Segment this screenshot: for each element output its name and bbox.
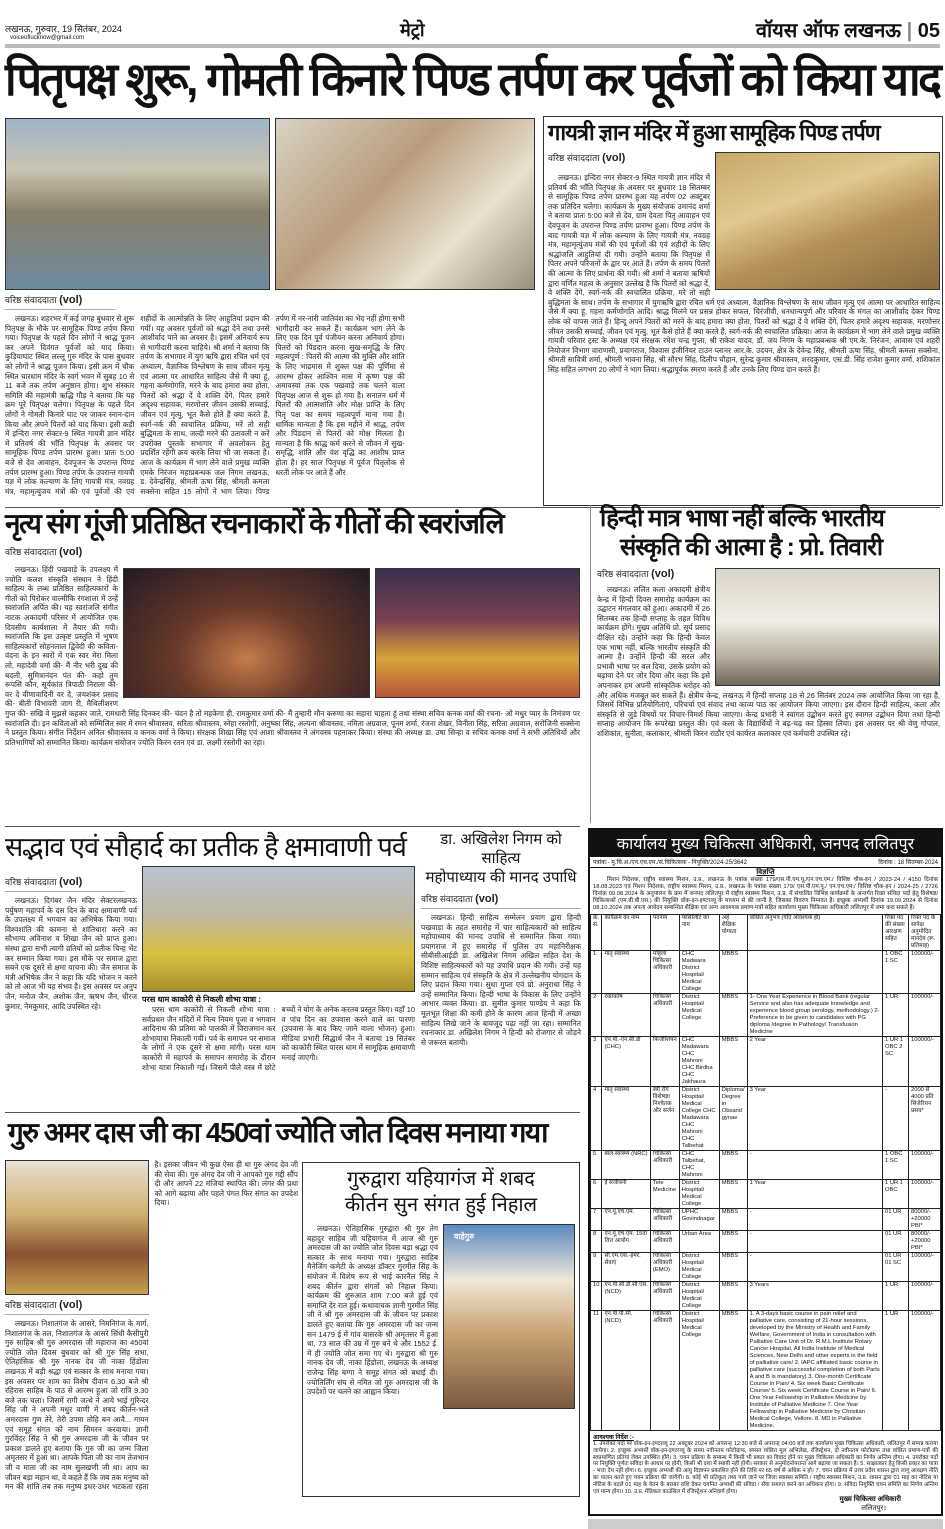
table-cell: एन.पी.-एन.सी.डी (CHC) [602, 1037, 650, 1087]
article-headline-line2: कीर्तन सुन संगत हुई निहाल [344, 1194, 538, 1216]
table-cell: Tele Medicine [650, 1180, 679, 1209]
article-headline-line2: महोपाध्याय की मानद उपाधि [425, 869, 577, 886]
dateline: लखनऊ, गुरुवार, 19 सितंबर, 2024 [5, 24, 122, 34]
photo-with-caption [142, 866, 415, 1072]
table-cell: CHC Madawara CHC Mahroni CHC Birdha CHC Jakhaura [679, 1037, 719, 1087]
table-cell: 01 UR [883, 1209, 909, 1231]
table-cell: District Hospital/ Medical College [679, 1311, 719, 1431]
article-body: लखनऊ। निशातगंज के आसरे, निमनिगंज के मार्ग, निशातगंज के तल, निशातगंज के आसरे सिंधी कैसीपुरी गुरु साहिब श्री गुरु अमरदास जी महाराज का 450वां ज्योति जोत दिवस बुधवार को श्री गुरु सिंह सभा, ऐतिहासिक श्री गुरु नानक देव जी नाका हिंडोला लखनऊ में बड़ी श्रद्धा एवं सत्कार के साथ मनाया गया। इस अवसर पर शाम का विशेष दीवान 6.30 बजे श्री रहिरास साहिब के पाठ से आरम्भ हुआ जो रात्रि 9.30 बजे तक चला। जिसमें रागी जत्थे ने आये भाई गुरिन्दर सिंह जी ने अपनी मधुर वाणी में शबद कीर्तन-भले अमरदास गुण तेरे, तेरी उपमा तोहि बन आवै... गायन एवं समूह संगत को नाम सिमरन करवाया। ज्ञानी गुरविंदर सिंह ने श्री गुरु अमरदास जी के जीवन पर प्रकाश डालते हुए बताया कि गुरु जी का जन्म जिला अमृतसर में हुआ था। आपके पिता जी का नाम तेजभान जी व माता जी का नाम सुलखणी जी था। आप का जीवन बड़ा महान था, वे कहते हैं कि जब तक मनुष्य को मन की शांति तब तक मनुष्य इधर-उधर भटकता रहता है। इसका जीवन भी कुछ ऐसा ही था गुरु अंगद देव जी की सेवा की। गुरु अंगद देव जी ने आपको गुरु गद्दी सौंप दी और आपने 22 मंजियां स्थापित की। लंगर की प्रथा को आगे बढ़ाया और पहले पंगत फिर संगत का उपदेश दिया। [5, 1160, 298, 1492]
photo-ghat-tarpan [5, 118, 270, 290]
photo-dance-stage [123, 568, 370, 698]
table-cell: 100000/- [909, 994, 941, 1037]
table-cell: MBBS [719, 951, 747, 994]
article-body: लखनऊ। हिन्दी साहित्य सम्मेलन प्रयाग द्वारा हिन्दी पखवाड़ा के तहत समारोह में चार साहित्यकारों को साहित्य महोपाध्याय की मानद उपाधि से सम्मानित किया गया। प्रयागराज में हुए समारोह में पुलिस उप महानिरीक्षक सीबीसीआईडी डा. अखिलेश निगम अखिल सहित देश के विशिष्ट साहित्यकारों को यह उपाधि प्रदान की गयी। उन्हें यह सम्मान साहित्य एवं संस्कृति के क्षेत्र में उल्लेखनीय योगदान के लिए प्रदान किया गया। सुधा गुप्ता एवं प्रो. अनुराधा सिंह ने उन्हें सम्मानित किया। हिन्दी भाषा के विकास के लिए उन्होंने आभार व्यक्त किया। डा. सुमीत कुमार पाण्डेय ने कहा कि मूलभूत शिक्षा की कमी होने के कारण आज हिन्दी में अच्छा साहित्य लिखे जाने के बावजूद पढ़ा नहीं जा रहा। सम्मानित रचनाकार डा. अखिलेश निगम ने हिन्दी को रोजगार से जोड़ने से जरूरत बतायी। [421, 913, 581, 1047]
article-box [302, 1162, 580, 1497]
notice-intro: मिशन निदेशक, राष्ट्रीय स्वास्थ्य मिशन, उ.प्र., लखनऊ के पत्रांक संख्या 179/एस.पी.एम.यू./एन.एच.एम./ विशिष्ट चौक-इन / 2023-24 / 4150 दिनांक 18.08.2023 एवं मिशन निदेशक, राष्ट्रीय स्वास्थ्य मिशन, उ.प्र., लखनऊ के पत्रांक संख्या 179/ एस.पी.एम.यू./ एन.एच.एम./ विशिष्ट चौक-इन / 2024-25 / 2726 दिनांक 09.08.2024 के अनुपालन के क्रम में जनपद ललितपुर में राष्ट्रीय स्वास्थ्य मिशन, उ.प्र. में संचालित विभिन्न कार्यक्रमों के अन्तर्गत रिक्त संविदा पदों हेतु विशेषज्ञ/चिकित्सकों (एम.बी.बी.एस.) की नियुक्ति वॉक-इन-इण्टरव्यू के माध्यम से की जानी है, जिसका विवरण निम्नवत है। इच्छुक अभ्यर्थी दिनांक 19.09.2024 से दिनांक 08.10.2024 तक अपना आवेदन सम्बन्धित शैक्षिक एवं अन्य आवश्यक प्रमाण-पत्रों सहित कार्यालय मुख्य चिकित्सा अधिकारी ललितपुर में जमा करा सकते हैं। [593, 877, 938, 911]
table-cell: MBBS [719, 1209, 747, 1231]
table-cell: चिकित्सा अधिकारी [650, 1282, 679, 1311]
table-cell: 1 UR 1 OBC [883, 1180, 909, 1209]
masthead-rule [5, 44, 940, 48]
table-cell: मातृ स्वास्थ्य [602, 951, 650, 994]
table-cell: 100000/- [909, 1151, 941, 1180]
table-header: रिक्त पद की संख्या आरक्षण सहित [883, 915, 909, 951]
table-row [591, 1311, 941, 1431]
table-cell: MBBS [719, 1231, 747, 1253]
table-cell: चिकित्सा अधिकारी [650, 1231, 679, 1253]
table-cell: 5 [591, 1151, 602, 1180]
photo-gurudwara [5, 1160, 149, 1295]
table-cell: 1 UR [883, 1282, 909, 1311]
article-body: लखनऊ। ऐतिहासिक गुरुद्वारा श्री गुरु तेग बहादुर साहिब जी यहियागंज में आज श्री गुरु अमरदास जी का ज्योति जोत दिवस बड़ा श्रद्धा एवं सत्कार के साथ मनाया गया। गुरुद्वारा साहिब मैनेजिंग कमेटी के अध्यक्ष डॉक्टर गुरमीत सिंह के संयोजन में विशेष रूप से भाई कारनैल सिंह ने शबद कीर्तन द्वारा संगतों को निहाल किया। कार्यक्रम की शुरुआत शाम 7:00 बजे हुई एवं समाप्ति देर रात हुई। कथावाचक ज्ञानी गुरमीत सिंह जी ने श्री गुरु अमरदास जी के जीवन पर प्रकाश डालते हुए बताया कि गुरु अमरदास जी का जन्म सन 1479 ई में गांव बासरके श्री अमृतसर में हुआ था, 73 साल की उम्र में गुरु बने थे और 1552 ई. में ही ज्योति जोत समा गए थे। गुरुद्वारा श्री गुरु नानक देव जी, नाका हिंडोला, लखनऊ के अध्यक्ष राजेन्द्र सिंह बग्गा ने समूह संगत को बधाई दी। ज्योतिर्लिंग संघ से नमित जो गुरु अमरदास जी के उपदेशों पर चलने का आह्वान किया। [307, 1224, 438, 1397]
table-cell: 1. A 3-days basic course in pain relief and palliative care, consisting of 21-hour sessions, developed by the Ministry of Health and Family Welfare, Government of India in consultation with Palliative Care Unit of Dr. R.M.L Institute Rotary Cancer Hospital, All India Institute of Medical Sciences, New Delhi and other experts in the field of palliative care/ 2. IAPC affiliated basic course in palliative care (successful completion of both Parts A and B is mandatory) 3. One-month Certificate Course in Pain/ 4. Six week Basic Certificate Course/ 5. Six week Certificate Course in Pain/ 6. One Year Fellowship in Palliative Medicine by Institute of Palliative Medicine 7. One Year Fellowship in Palliative Medicine by Christian Medical College, Vellore. 8. MD in Palliative Medicine. [747, 1311, 882, 1431]
divider [421, 908, 581, 909]
table-cell: बाल स्वास्थ्य (NRC) [602, 1151, 650, 1180]
section-name: मेट्रो [400, 20, 425, 40]
article-headline-line1: डा. अखिलेश निगम को साहित्य [440, 831, 562, 867]
table-cell: 100000/- [909, 1282, 941, 1311]
table-cell: स्त्री रोग विशेषज्ञ/ निश्चेतक और सर्जन [650, 1087, 679, 1151]
table-cell: MBBS [719, 1253, 747, 1282]
table-cell: 01 UR [883, 1231, 909, 1253]
paper-title: वॉयस ऑफ लखनऊ [755, 20, 902, 42]
table-cell: 11 [591, 1311, 602, 1431]
article-column [5, 546, 580, 820]
table-cell: 1 OBC 1 SC [883, 1151, 909, 1180]
table-cell: 100000/- [909, 1311, 941, 1431]
byline: वरिष्ठ संवाददाता (vol) [5, 546, 83, 558]
table-header: क्र. सं. [591, 915, 602, 951]
table-cell: रक्तकोष [602, 994, 650, 1037]
table-cell: 100000/- [909, 951, 941, 994]
table-cell: 6 [591, 1180, 602, 1209]
table-cell: District Hospital/ Medical College [679, 1282, 719, 1311]
article-body: लखनऊ। ललित कला अकादमी क्षेत्रीय केन्द्र में हिन्दी दिवस समारोह कार्यक्रम का उद्घाटन मंगलवार को हुआ। अकादमी में 26 सितम्बर तक हिन्दी सप्ताह के तहत विविध कार्यक्रम होंगे। मुख्य अतिथि प्रो. सूर्य प्रसाद दीक्षित रहे। उन्होंने कहा कि हिन्दी केवल एक भाषा नहीं, बल्कि भारतीय संस्कृति की आत्मा है। उन्होंने हिन्दी की सरल और प्रभावी भाषा पर बल दिया, उसके प्रयोग को बढ़ावा देने पर जोर दिया और कहा कि इसे अपनाकर हम अपनी सांस्कृतिक धरोहर को और अधिक मजबूत कर सकते हैं। क्षेत्रीय केन्द्र, लखनऊ में हिन्दी सप्ताह 18 से 26 सितंबर 2024 तक आयोजित किया जा रहा है, जिसमें विभिन्न प्रतियोगिताएं, परिचर्चा एवं संवाद तथा काव्य पाठ का आयोजन किया जाएगा। इस दौरान हिन्दी साहित्य, कला और संस्कृति से जुड़े विषयों पर विचार-विमर्श किया जाएगा। केन्द्र प्रभारी ने स्वागत उद्बोधन करते हुए स्वागत उद्बोधन दिया तथा हिन्दी सप्ताह आयोजन कि रूपरेखा प्रस्तुत की। एवं कला के विद्यार्थियों ने बढ़-चढ़ कर हिस्सा लिया। इस अवसर पर श्री वेणु गोपाल, शशिकांत, सुनीता, कलाकार, श्रीमती किरन राठौर एवं कार्यरत कलाकार एवं कर्मचारी उपस्थित रहे। [597, 585, 941, 738]
table-cell: 3 Years [747, 1282, 882, 1311]
table-header: वांछित अनुभव (यदि आवश्यक हो) [747, 915, 882, 951]
table-row [591, 1231, 941, 1253]
article-column [597, 568, 940, 824]
table-header: फैसिलिटि का नाम [679, 915, 719, 951]
table-row [591, 1180, 941, 1209]
table-cell: CHC Talbehat, CHC Mahroni [679, 1151, 719, 1180]
article-headline-line2: संस्कृति की आत्मा है : प्रो. तिवारी [620, 534, 883, 561]
table-cell: District Hospital/ Medical College CHC Madawara CHC Mahroni CHC Talbehat [679, 1087, 719, 1151]
article-column [548, 152, 940, 502]
photo-gayatri-mandir [715, 152, 940, 290]
caption-heading: परस धाम काकोरी से निकली शोभा यात्रा : [142, 995, 261, 1004]
article-column [421, 830, 581, 1110]
govt-notice [588, 828, 943, 1516]
table-cell: - [883, 1087, 909, 1151]
table-cell: 01 UR 01 SC [883, 1253, 909, 1282]
table-cell: 10 [591, 1282, 602, 1311]
table-cell: 3 Year [747, 1087, 882, 1151]
email: voiceoflucknow@gmail.com [10, 35, 85, 41]
table-header: कार्यक्रम का नाम [602, 915, 650, 951]
article-headline-line1: गुरुद्वारा यहियागंज में शबद [347, 1168, 535, 1190]
main-headline: पितृपक्ष शुरू, गोमती किनारे पिण्ड तर्पण कर पूर्वजों को किया याद [5, 53, 940, 105]
table-cell: एन.पी.पी.सी. (NCD) [602, 1311, 650, 1431]
section-rule [5, 1112, 580, 1113]
table-header: रिक्त पद के सापेक्ष अनुमोदित मानदेय (रू. प्रतिमाह) [909, 915, 941, 951]
table-cell: - [747, 1151, 882, 1180]
table-cell: MBBS [719, 1282, 747, 1311]
article-headline: नृत्य संग गूंजी प्रतिष्ठित रचनाकारों के गीतों की स्वरांजलि [5, 508, 504, 539]
photo-pind-tarpan [275, 118, 535, 290]
table-cell: 2000 से 4000 प्रति सिजेरियन प्रसव* [909, 1087, 941, 1151]
table-cell: 1 UR 1 OBC 2 SC [883, 1037, 909, 1087]
table-cell: सी.एम.एस.-इमर. सेवाएं [602, 1253, 650, 1282]
table-cell: एन.पी.सी.डी.सी.एस.(NCD) [602, 1282, 650, 1311]
table-cell: ई संजीवनी [602, 1180, 650, 1209]
terms-text: 1. उपरोक्त पदों पर वॉक-इन-इण्टरव्यू 22 अक्टूबर 2024 को अपरान्ह 12:30 बजे से अपरान्ह 04:00 बजे तक कार्यालय मुख्य चिकित्सा अधिकारी, ललितपुर में सम्पन्न कराया जायेगा। 2. इच्छुक अभ्यर्थी वॉक-इन-इण्टरव्यू के समय नवीनतम फोटोग्राफ, समस्त वांछित मूल अभिलेख, रजिस्ट्रेशन, दो नवीनतम फोटोग्राफ तथा वांछित प्रमाण-पत्रों की स्वप्रमाणित प्रतियां लेकर उपस्थित होंगे। 3. चयन प्रक्रिया के सम्बन्ध में किसी भी प्रकार का विवाद होने पर मुख्य चिकित्सा अधिकारी का निर्णय अन्तिम होगा। 4. उपरोक्त पदों पर नियुक्ति पूर्णतः संविदा के आधार पर होगी, किसी भी दशा में स्थायी नहीं होगी। सरकार से अनुमोदनोपरान्त आगे बढ़ाया जा सकता है। 5. साक्षात्कार हेतु किसी प्रकार का यात्रा - भत्ता देय नहीं होगा। 6. इच्छुक अभ्यर्थी की आयु विज्ञापन प्रकाशित होने की तिथि पर 65 वर्ष से अधिक न हो। 7. चयन प्रक्रिया में उत्तर प्रदेश शासन द्वारा लागू आरक्षण नीति का पालन करते हुए चयन प्रक्रिया की जायेगी। 8. कोई भी प्रतिकूल तथ्य पाये जाने पर जिला स्वास्थ्य समिति / राष्ट्रीय स्वास्थ्य मिशन, उ.प्र. शासन द्वारा 01 माह का नोटिस या नोटिस के बदले 01 माह के वेतन के बराबर राशि देकर चयनित अभ्यर्थी की संविदा / सेवा समाप्त करने का अधिकार होगा। 9. संविदा नियुक्ति चयन समिति का निर्णय अन्तिम एवं मान्य होगा। 10. उ.प्र. मेडिकल काउंसिल में रजिस्ट्रेशन अनिवार्य होगा। [593, 1441, 938, 1495]
table-cell: - [747, 1209, 882, 1231]
table-cell: 1 UR [883, 994, 909, 1037]
terms-heading: आवश्यक निर्देश :- [593, 1434, 634, 1441]
table-cell [747, 951, 882, 994]
notice-ref-row [590, 857, 941, 868]
table-cell: - [747, 1231, 882, 1253]
notice-footer-band [588, 1519, 943, 1529]
table-cell: Diploma/ Degree in Obsand gynae [719, 1087, 747, 1151]
table-cell: 80000/- +20000 PBI* [909, 1209, 941, 1231]
table-row [591, 1209, 941, 1231]
photo-performers-group [375, 568, 580, 698]
page-number: 05 [917, 20, 940, 42]
notice-column [588, 828, 943, 1529]
notice-subhead: विज्ञप्ति [756, 869, 775, 876]
byline: वरिष्ठ संवाददाता (vol) [5, 876, 83, 888]
article-column [5, 1160, 298, 1497]
table-cell: 9 [591, 1253, 602, 1282]
table-cell: 100000/- [909, 1037, 941, 1087]
article-body: लखनऊ। इन्दिरा नगर सेक्टर-9 स्थित गायत्री ज्ञान मंदिर में प्रतिवर्ष की भाँति पितृपक्ष के अवसर पर बुधवार 18 सितम्बर से सामूहिक पिण्ड तर्पण प्रारम्भ हुआ यह तर्पण 02 अक्टूबर तक प्रतिदिन चलेगा। कार्यक्रम के मुख्य संयोजक उमानंद शर्मा ने बताया प्रातः 5:00 बजे से देव, ग्राम देवता पितृ आवाहन एवं देवपूजन के उपरान्त पिण्ड तर्पण प्रारम्भ हुआ। पिण्ड तर्पण के बाद गायत्री यज्ञ में लोक कल्याण के लिए गायत्री मंत्र, नवग्रह मंत्र, महामृत्युंजय मंत्रों की एवं पूर्वजों की एवं शहीदों के लिए श्रद्धांजलि आहुतियां दी गयी। उन्होंने बताया कि पितृपक्ष में पितर अपने परिजनों के द्वार पर आते हैं। तर्पण के समय पितरों की आत्मा के लिए प्रार्थना की गयी। श्री शर्मा ने बताया ऋषियों द्वारा वर्णित महत्व के अनुसार उल्लेख है कि पितरों को श्रद्धा दें, वे शक्ति देंगे, स्वर्ग-नर्क की स्वचालित प्रक्रिया, मरे तो सही बुद्धिमता के साथ। तर्पण के सभागार में युगऋषि द्वारा रचित धर्म एवं अध्यात्म, वैज्ञानिक विश्लेषण के साथ जीवन मृत्यु एवं आत्मा पर आधारित साहित्य जैसे मैं क्या हूं, गहना कर्मणोगति आदि। श्राद्ध मिलने पर प्रसन्न होकर सफल, चिरंजीवी, धनधान्यपूर्ण और परिवार के मंगल का आशीर्वाद देकर पिण्ड लोक को वापस जाते हैं। हिन्दू अपने पितरों को मरने के बाद हमारा क्या होता, पितरों को श्रद्धा दें वे शक्ति देंगे, पितर हमारे अदृश्य सहायक, मरणोत्तर जीवन उसकी सच्चाई, जीवन एवं मृत्यु, भूत कैसे होते हैं क्या करते हैं, स्वर्ग-नर्क की स्वचालित प्रक्रिया। आज के कार्यक्रम में भाग लेने वाले प्रमुख व्यक्ति गायत्री परिवार ट्रस्ट के अध्यक्ष एवं संरक्षक रमेश चन्द्र गुप्ता, श्री राकेश यादव, डॉ. जय निगम के महाप्रबन्धक श्री एम.के. निरंजन, आवास एवं शहरी नियोजन विभाग वाराणसी, प्रयागराज, विश्वास इंजीनियर टाउन प्लानर आर.के. उदयन, क्षेत्र के देवेन्द्र सिंह, श्रीमती ऊषा सिंह, श्रीमती कमला सक्सेना, श्रीमती सावित्री शर्मा, श्रीमती भावना सिंह, श्री सौरभ सिंह, दिलीप चौहान, सुरेन्द्र कुमार श्रीवास्तव, शरदकुमार, एस.डी. सिंह राजेश कुमार वर्मा, शशिकांत सिंह सहित लगभग 20 लोगों ने भाग लिया। श्रद्धापूर्वक स्मरण करते हैं और उनके लिए पिण्ड दान करते हैं। [548, 173, 940, 374]
table-row [591, 1151, 941, 1180]
article-body: लखनऊ। शहरभर में कई जगह बुधवार से शुरू पितृपक्ष के मौके पर सामूहिक पिण्ड तर्पण किया गया। पितृपक्ष के पहले दिन लोगों ने श्राद्ध पूजन कर अपने दिवंगत पूर्वजों को याद किया। कुड़ियाघाट स्थित लल्लू गुरु मंदिर के पास बुधवार को लोगों ने श्राद्ध पूजन किया। इसी क्रम में चौक स्थित चारधाम मंदिर के स्वर्ग भवन में सुबह 10 से 11 बजे तक तर्पण अनुष्ठान होगा। शुभ संस्कार समिति की महामंत्री ऋद्धि गौड़ ने बताया कि यह क्रम पूरे पितृपक्ष चलेगा। पितृपक्ष के पहले दिन लोगों ने गोमती किनारे घाट पर जाकर स्नान-दान किया और अपने पितरों को याद किया। इसी कड़ी में इन्दिरा नगर सेक्टर-9 स्थित गायत्री ज्ञान मंदिर में प्रतिवर्ष की भाँति पितृपक्ष के अवसर पर सामूहिक पिण्ड तर्पण प्रारम्भ हुआ। प्रातः 5:00 बजे से देव आवाहन, देवपूजन के उपरान्त पिण्ड तर्पण प्रारम्भ हुआ। पिण्ड तर्पण के उपरान्त गायत्री यज्ञ में लोक कल्याण के लिए गायत्री मंत्र, नवग्रह मंत्र, महामृत्युंजय मंत्रों की एवं पूर्वजों की एवं शहीदों के आत्मोन्नति के लिए आहुतियां प्रदान की गयीं। यह अवसर पूर्वजों को श्रद्धा देने तथा उनसे आशीर्वाद पाने का अवसर है। इसमें अनिवार्य रूप से भागीदारी करना चाहिये। श्री शर्मा ने बताया कि तर्पण के सभागार में युग ऋषि द्वारा रचित धर्म एवं अध्यात्म, वैज्ञानिक विश्लेषण के साथ जीवन मृत्यु एवं आत्मा पर आधारित साहित्य जैसे मैं क्या हूं, गहना कर्मणोगति, मरने के बाद हमारा क्या होता, पितरों को श्रद्धा दें वे शक्ति देंगे, पितर हमारे अदृश्य सहायक, मरणोत्तर जीवन उसकी सच्चाई, जीवन एवं मृत्यु, भूत कैसे होते हैं क्या करते हैं, स्वर्ग-नर्क की स्वचालित प्रक्रिया, मरें तो सही बुद्धिमता के साथ, जल्दी मरने की उतावली न करें उपरोक्त पुस्तकें सभागार में अवलोकन हेतु प्रदर्शित रहेंगी क्रय करके लिया भी जा सकता है। आज के कार्यक्रम में भाग लेने वाले प्रमुख व्यक्ति एमके निरंजन महाप्रबन्धक जल निगम लखनऊ, ड. देवेन्द्रसिंह, श्रीमती ऊषा सिंह, श्रीमती कमला सक्सेना सहित 15 लोगों ने भाग लिया। पिण्ड तर्पण में नर-नारी जातिवंश का भेद नहीं होगा सभी भागीदारी कर सकते हैं। कार्यक्रम भाग लेने के लिए एक दिन पूर्व पंजीयन करना अनिवार्य होगा। पितरों को पिंडदान करना सुख-समृद्धि के लिए महत्वपूर्ण : पितरों की आत्मा की मुक्ति और शांति के लिए भाद्रमास में शुक्ल पक्ष की पूर्णिमा से आरम्भ होकर आश्विन मास में कृष्ण पक्ष की अमावस्या तक एक पखवाड़े तक चलने वाला पितृपक्ष आज से शुरू हो गया है। सनातन धर्म में पितरों की आत्मशांति और मोक्ष प्राप्ति के लिए पितृ पक्ष का समय महत्वपूर्ण माना गया है। धार्मिक मान्यता है कि इस महीने में श्राद्ध, तर्पण और पिंडदान से पितरों को मोक्ष मिलता है। मान्यता है कि श्राद्ध कर्म करने से जीवन में सुख-समृद्धि, शांति और वंश वृद्धि का आशीष प्राप्त होता है। हर साल पितृपक्ष में पूर्वज पितृलोक से धरती लोक पर आते हैं और [5, 314, 405, 496]
table-cell: MBBS [719, 1180, 747, 1209]
table-header-row [591, 915, 941, 951]
table-cell: 4 [591, 1087, 602, 1151]
table-cell: District Hospital/ Medical College [679, 1253, 719, 1282]
table-cell: MBBS [719, 994, 747, 1037]
table-cell: चिकित्सा अधिकारी [650, 1311, 679, 1431]
table-row [591, 1087, 941, 1151]
vacancy-table [590, 914, 941, 1431]
table-cell: चिकित्सा अधिकारी [650, 1151, 679, 1180]
table-cell: 7 [591, 1209, 602, 1231]
signatory: मुख्य चिकित्सा अधिकारी [839, 1496, 901, 1504]
table-cell: 3 [591, 1037, 602, 1087]
table-cell: MBBS [719, 1311, 747, 1431]
table-cell: महिला चिकित्सा अधिकारी [650, 951, 679, 994]
separator: | [906, 20, 913, 42]
table-cell: District Hospital/ Medical College [679, 1180, 719, 1209]
notice-date: दिनांक : 18 सितम्बर-2024 [878, 860, 938, 866]
table-cell: CHC Madwara District Hospital/ Medical College [679, 951, 719, 994]
caption-body: परस धाम काकोरी से निकली शोभा यात्रा : सर्वप्रथम जैन मंदिरों में नित्य नियम पूजा व भगवान आदिनाथ की प्रतिमा को पालकी में विराजमान कर शोभायात्रा निकाली गयी। पर्व के समापन पर समाज के लोगों ने एक दूसरे से क्षमा मांगी। परस धाम काकोरी में महापर्व के समापन समारोह के दौरान शोभा यात्रा निकाली गई। जिसमें पीले वस्त्र में छोटे बच्चों ने योग के अनेक करतब प्रस्तुत किए। यहाँ 10 व पांच दिन का उपवास करने वाले का पारणा (उपवास के बाद किए जाने वाला भोजन) हुआ। मीडिया प्रभारी सिद्धार्थ जैन ने बताया 19 सितंबर को काकोरी स्थित पारस धाम में सामूहिक क्षमावाणी मनाई जाएगी। [142, 1005, 415, 1072]
article-headline-line1: हिन्दी मात्र भाषा नहीं बल्कि भारतीय [600, 505, 884, 532]
section-rule [5, 826, 580, 827]
table-cell: चिकित्सा अधिकारी [650, 994, 679, 1037]
banner-text: वाहेगुरु [454, 1232, 475, 1241]
table-cell: 1- One Year Experience in Blood Bank (regular Service and also has adequate knowledge and experience blood group serology, methodology.) 2- Preference to be given to candidates with PG diploma /degree in Pathology/ Transfusion Medicine [747, 994, 882, 1037]
notice-title: कार्यालय मुख्य चिकित्सा अधिकारी, जनपद ललितपुर [590, 830, 941, 857]
table-cell: Urban Area [679, 1231, 719, 1253]
photo-jain-procession [142, 866, 415, 992]
table-cell: MBBS [719, 1037, 747, 1087]
table-row [591, 1253, 941, 1282]
table-row [591, 1282, 941, 1311]
article-body: लखनऊ। दिगंबर जैन मंदिर सेक्टरलखनऊ पर्युषण महापर्व के दस दिन के बाद क्षमावाणी पर्व के उपलक्ष्य में भगवान का अभिषेक किया गया। विश्वशांति की कामना से शांतिधारा करने का सौभाग्य अविनाश व शिखा जैन को प्राप्त हुआ। संस्था द्वारा सभी त्यागी व्रतियों को प्रतीक चिन्ह भेंट कर सम्मान किया गया। इस मौके पर समाज द्वारा सबने एक दूसरे से क्षमा याचना की। जैन समाज के मंत्री अभिषेक जैन ने कहा कि यदि भोजन न करने को तो आज भी यह संभव है। इस अवसर पर अनुप जैन, मनोज जैन, अशोक जैन, ऋषभ जैन, धीरज कुमार, नेमकुमार, आदि उपस्थित रहे। [5, 896, 137, 1011]
table-cell: 1 OBC 1 SC [883, 951, 909, 994]
article-body: लखनऊ। हिंदी पखवाड़े के उपलक्ष्य में ज्योति कलश संस्कृति संस्थान ने हिंदी साहित्य के लब्ध प्रतिष्ठित साहित्यकारों के गीतों को पिरोकर वाल्मीकि रंगशाला में उन्हें स्वरांजलि अर्पित की। यह स्वरांजलि संगीत नाटक अकादमी परिसर में आयोजित एक दिवसीय कार्यशाला में तैयार की गयी। स्वरांजलि कि इस उत्कृष्ट प्रस्तुति में भूषण साहित्यकारों सोहनलाल द्विवेदी की कविता- वंदना के इन स्वरों में एक स्वर मेरा मिला लो, महादेवी वर्मा की- मैं नीर भरी दुख की बदली, सुमित्रानंदन पंत की- कहो तुम रूपसि कौन, सूर्यकांत त्रिपाठी निराला की- वर दे वीणावादिनी वर दे, जयशंकर प्रसाद की- बीती विभावरी जाग री, मैथिलीशरण गुप्त की- सखि वे मुझसे कहकर जाते, रामधारी सिंह दिनकर की- चंदन है तो महकेगा ही, रामकुमार वर्मा की- मैं तुम्हारी मौन करुणा का सहारा चाहता हूं तथा संस्था सचिव कनक वर्मा की रचना- ओ मधुर प्यार के निमंत्रण पर स्वरांजलि दी। इन कविताओं को सम्मिलित स्वर में रमन श्रीवास्तव, सरिता श्रीवास्तव, स्नेहा रस्तोगी, अनुष्का सिंह, अल्पना श्रीवास्तव, नमिता अग्रवाल, पूनम शर्मा, रंजना शेखर, विनीता सिंह, सरिता अग्रवाल, सरोजिनी सक्सेना ने प्रस्तुत किया। संगीत निर्देशन अनिल श्रीवास्तव व कनक वर्मा ने किया। संरक्षक शिखा सिंह एवं आशा श्रीवास्तव ने अंगवस्त्र पहनाकर किया। संस्था की अध्यक्ष डा. उषा सिन्हा व सचिव कनक वर्मा ने सभी अतिथियों और प्रतिभागियों को सम्मानित किया। कार्यक्रम संयोजन ज्योति किरन रतन एवं डा. लक्ष्मी रस्तोगी का रहा। [5, 565, 580, 747]
divider [5, 309, 115, 310]
table-cell: 1 Year [747, 1180, 882, 1209]
article-column [5, 866, 415, 1110]
table-cell: 100000/- [909, 1180, 941, 1209]
signatory-place: ललितपुर। [861, 1505, 886, 1513]
table-row [591, 994, 941, 1037]
table-header: अर्ह शैक्षिक योग्यता [719, 915, 747, 951]
table-cell: फिजीशियन [650, 1037, 679, 1087]
table-cell: एन.यू.एच.एम. [602, 1209, 650, 1231]
table-cell: चिकित्सा अधिकारी (EMO) [650, 1253, 679, 1282]
article-headline: सद्भाव एवं सौहार्द का प्रतीक है क्षमावाणी पर्व [5, 832, 406, 862]
table-cell: चिकित्सा अधिकारी [650, 1209, 679, 1231]
article-headline: गुरु अमर दास जी का 450वां ज्योति जोत दिवस मनाया गया [8, 1117, 547, 1148]
table-cell: 2 Year [747, 1037, 882, 1087]
byline: वरिष्ठ संवाददाता (vol) [548, 152, 626, 164]
notice-ref: पत्रांक:- मु.चि.अ./एन.एच.एम./सं.चिकित्सक - नियुक्ति/2024-25/3642 [593, 860, 747, 866]
byline: वरिष्ठ संवाददाता (vol) [5, 294, 83, 306]
byline: वरिष्ठ संवाददाता (vol) [597, 568, 675, 580]
table-cell: UPHC Govindnagar [679, 1209, 719, 1231]
table-cell: MBBS [719, 1151, 747, 1180]
table-cell: मातृ स्वास्थ्य [602, 1087, 650, 1151]
byline: वरिष्ठ संवाददाता (vol) [421, 893, 499, 905]
paper-name [756, 16, 940, 43]
table-row [591, 951, 941, 994]
table-cell: District Hospital/ Medical College [679, 994, 719, 1037]
article-headline: गायत्री ज्ञान मंदिर में हुआ सामूहिक पिण्ड तर्पण [548, 120, 880, 145]
table-cell: 8 [591, 1231, 602, 1253]
table-cell: 80000/- +20000 PBI* [909, 1231, 941, 1253]
table-cell: एन.यू.एच.एम. 15वां वित्त आयोग [602, 1231, 650, 1253]
table-cell: 2 [591, 994, 602, 1037]
photo-kirtan [443, 1224, 575, 1409]
table-cell: - [747, 1253, 882, 1282]
divider [5, 891, 125, 892]
table-header: पदनाम [650, 915, 679, 951]
byline: वरिष्ठ संवाददाता (vol) [5, 1299, 83, 1311]
table-cell: 100000/- [909, 1253, 941, 1282]
divider [5, 1314, 149, 1315]
table-row [591, 1037, 941, 1087]
table-cell: 1 [591, 951, 602, 994]
photo-hindi-diwas [715, 568, 940, 686]
table-cell: 1 UR [883, 1311, 909, 1431]
photo-row [123, 568, 580, 700]
